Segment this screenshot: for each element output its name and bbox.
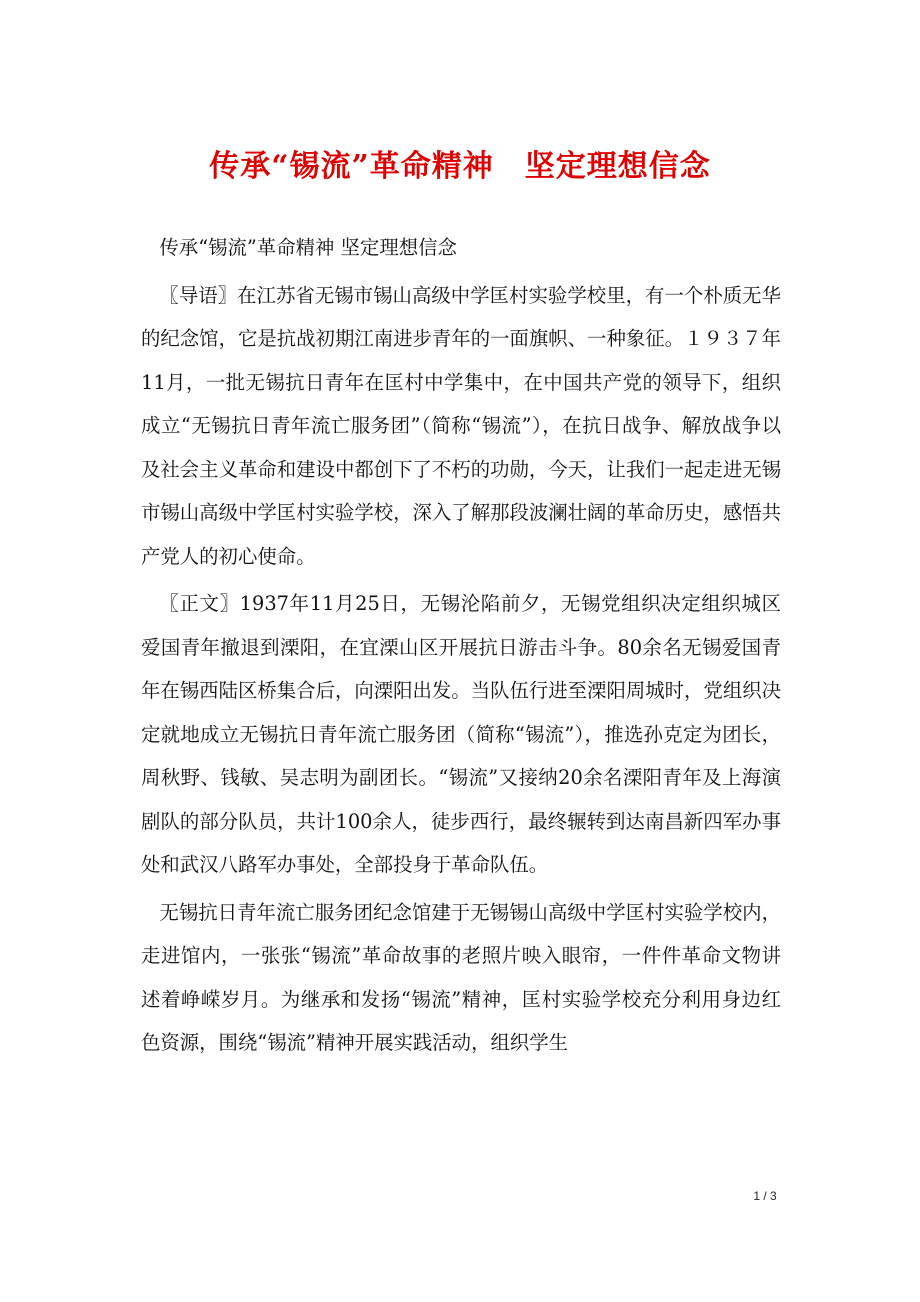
page-number: 1 / 3 xyxy=(753,1189,777,1203)
document-title: 传承“锡流”革命精神 坚定理想信念 xyxy=(209,149,711,184)
intro-paragraph: 〖导语〗在江苏省无锡市锡山高级中学匡村实验学校里，有一个朴质无华的纪念馆，它是抗战初期江南进步青年的一面旗帜、一种象征。１９３７年11月，一批无锡抗日青年在匡村中学集中，在中国共产党的领导下，组织成立“无锡抗日青年流亡服务团”（简称“锡流”），在抗日战争、解放战争以及社会主义革命和建设中都创下了不朽的功勋，今天，让我们一起走进无锡市锡山高级中学匡村实验学校，深入了解那段波澜壮阔的革命历史，感悟共产党人的初心使命。 xyxy=(141,283,781,568)
document-body xyxy=(141,226,781,1069)
subtitle-paragraph: 传承“锡流”革命精神 坚定理想信念 xyxy=(159,236,457,259)
memorial-paragraph: 无锡抗日青年流亡服务团纪念馆建于无锡锡山高级中学匡村实验学校内，走进馆内，一张张“锡流”革命故事的老照片映入眼帘，一件件革命文物讲述着峥嵘岁月。为继承和发扬“锡流”精神，匡村实验学校充分利用身边红色资源，围绕“锡流”精神开展实践活动，组织学生 xyxy=(141,900,781,1054)
main-text-paragraph: 〖正文〗1937年11月25日，无锡沦陷前夕，无锡党组织决定组织城区爱国青年撤退到溧阳，在宜溧山区开展抗日游击斗争。80余名无锡爱国青年在锡西陆区桥集合后，向溧阳出发。当队伍行进至溧阳周城时，党组织决定就地成立无锡抗日青年流亡服务团（简称“锡流”），推选孙克定为团长，周秋野、钱敏、吴志明为副团长。“锡流”又接纳20余名溧阳青年及上海演剧队的部分队员，共计100余人，徒步西行，最终辗转到达南昌新四军办事处和武汉八路军办事处，全部投身于革命队伍。 xyxy=(141,592,781,876)
